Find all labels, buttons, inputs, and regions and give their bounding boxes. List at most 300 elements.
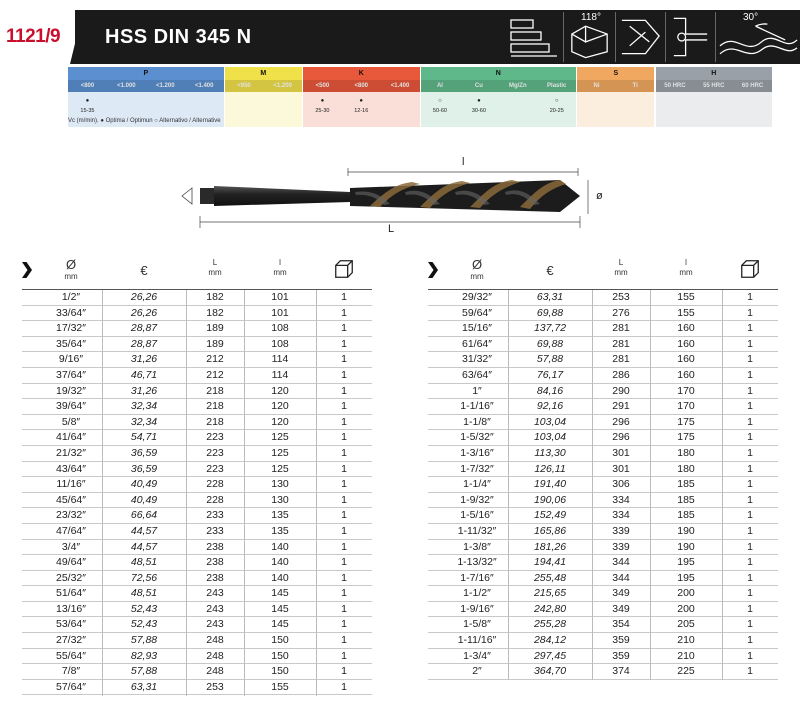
diameter-cell: 49/64″ (56, 556, 86, 569)
material-subgroup-label: <1.400 (194, 83, 214, 89)
total-length-cell: 306 (612, 478, 630, 491)
flute-length-cell: 150 (271, 634, 289, 647)
total-length-cell: 339 (612, 540, 630, 553)
pack-qty-cell: 1 (341, 602, 347, 615)
total-length-cell: 248 (206, 649, 224, 662)
table-row (22, 633, 372, 649)
header-pack-qty (316, 252, 372, 289)
table-row (22, 477, 372, 493)
total-length-cell: 228 (206, 493, 224, 506)
header-price: € (546, 263, 554, 278)
table-row (428, 508, 778, 524)
drill-illustration (180, 152, 620, 242)
material-subgroup-label: <500 (315, 83, 330, 89)
material-cell (381, 92, 420, 127)
suitability-symbol: ● (320, 98, 325, 104)
table-row (22, 680, 372, 696)
pack-qty-cell: 1 (747, 509, 753, 522)
diameter-cell: 45/64″ (56, 493, 86, 506)
pack-qty-cell: 1 (747, 306, 753, 319)
total-length-cell: 238 (206, 571, 224, 584)
diameter-cell: 5/8″ (61, 415, 81, 428)
diameter-cell: 9/16″ (58, 353, 84, 366)
diameter-cell: 27/32″ (56, 634, 86, 647)
total-length-cell: 233 (206, 524, 224, 537)
total-length-cell: 223 (206, 431, 224, 444)
price-cell: 54,71 (130, 431, 158, 444)
pack-qty-cell: 1 (341, 680, 347, 693)
flute-length-cell: 150 (271, 665, 289, 678)
table-body (428, 290, 778, 680)
table-row (22, 384, 372, 400)
material-group-name: M (225, 67, 302, 80)
material-subgroup-label: <1.200 (156, 83, 175, 89)
material-subgroup-label: Plastic (547, 83, 567, 89)
material-subgroup-label: 60 HRC (741, 83, 764, 89)
total-length-cell: 182 (206, 306, 224, 319)
table-row (428, 399, 778, 415)
diameter-cell: 47/64″ (56, 524, 86, 537)
diameter-cell: 53/64″ (56, 618, 86, 631)
price-cell: 137,72 (533, 322, 567, 335)
price-cell: 63,31 (536, 291, 564, 303)
header-diameter: Ø mm (470, 257, 484, 281)
diameter-cell: 59/64″ (462, 306, 492, 319)
suitability-symbol (616, 98, 655, 106)
diameter-label: ø (596, 190, 603, 202)
table-row (22, 462, 372, 478)
drill-drawing (180, 152, 620, 242)
diameter-cell: 33/64″ (56, 306, 86, 319)
material-subgroup-label: Mg/Zn (508, 83, 527, 89)
total-length-cell: 189 (206, 322, 224, 335)
table-row (428, 555, 778, 571)
diameter-cell: 41/64″ (56, 431, 86, 444)
column-separator (244, 290, 245, 696)
price-cell: 44,57 (130, 540, 158, 553)
column-separator (316, 290, 317, 696)
price-cell: 84,16 (536, 384, 564, 397)
cutting-speed-range: 50-60 (432, 108, 447, 114)
material-cells-row (656, 92, 773, 127)
pack-qty-cell: 1 (747, 556, 753, 569)
material-group-name: H (656, 67, 773, 80)
price-cell: 32,34 (130, 400, 158, 413)
cutting-speed-range: 20-25 (549, 108, 564, 114)
pack-qty-cell: 1 (747, 649, 753, 662)
total-length-cell: 281 (612, 353, 630, 366)
material-cell (616, 92, 655, 127)
material-cell (303, 92, 342, 127)
pack-qty-cell: 1 (341, 291, 347, 303)
table-row (428, 290, 778, 306)
table-row (428, 524, 778, 540)
pack-qty-cell: 1 (747, 540, 753, 553)
diameter-cell: 1-7/32″ (460, 462, 494, 475)
flute-length-cell: 125 (271, 431, 289, 444)
pack-qty-cell: 1 (747, 446, 753, 459)
cylindrical-shank-icon (665, 12, 715, 62)
suitability-symbol: ● (85, 98, 90, 104)
suitability-symbol (498, 98, 537, 106)
diameter-cell: 57/64″ (56, 680, 86, 693)
total-length-cell: 296 (612, 431, 630, 444)
diameter-cell: 1-3/4″ (463, 649, 491, 662)
price-cell: 190,06 (533, 493, 567, 506)
cutting-speed-range: 15-35 (80, 108, 95, 114)
flute-length-cell: 175 (677, 415, 695, 428)
diameter-cell: 1-9/16″ (460, 602, 494, 615)
flute-length-cell: 130 (271, 478, 289, 491)
flute-length-cell: 155 (677, 291, 695, 303)
table-row (22, 602, 372, 618)
table-row (428, 462, 778, 478)
total-length-cell: 286 (612, 368, 630, 381)
cutting-speed-range: 25-30 (315, 108, 330, 114)
flute-length-cell: 108 (271, 322, 289, 335)
diameter-cell: 1-3/16″ (460, 446, 494, 459)
pack-qty-cell: 1 (341, 540, 347, 553)
diameter-cell: 1-5/8″ (463, 618, 491, 631)
pack-qty-cell: 1 (341, 322, 347, 335)
total-length-cell: 223 (206, 462, 224, 475)
price-cell: 57,88 (130, 634, 158, 647)
material-subgroup-row (577, 80, 654, 92)
flute-length-cell: 180 (677, 446, 695, 459)
diameter-cell: 13/16″ (56, 602, 86, 615)
material-cell (225, 92, 264, 127)
pack-qty-cell: 1 (747, 368, 753, 381)
total-length-label: L (388, 223, 395, 235)
material-subgroup-label: 55 HRC (703, 83, 725, 89)
suitability-symbol (225, 98, 264, 106)
price-cell: 255,48 (533, 571, 567, 584)
table-row (428, 321, 778, 337)
material-subgroup-row (656, 80, 773, 92)
flute-length-cell: 108 (271, 337, 289, 350)
flute-length-cell: 170 (677, 384, 695, 397)
material-subgroup-row (225, 80, 302, 92)
total-length-cell: 248 (206, 634, 224, 647)
table-row (22, 586, 372, 602)
material-cell (694, 92, 733, 127)
price-cell: 92,16 (536, 400, 564, 413)
flute-length-cell: 150 (271, 649, 289, 662)
pack-qty-cell: 1 (747, 618, 753, 631)
price-cell: 26,26 (130, 291, 158, 303)
product-code: 1121/9 (0, 10, 75, 64)
table-row (22, 352, 372, 368)
total-length-cell: 359 (612, 649, 630, 662)
price-cell: 32,34 (130, 415, 158, 428)
total-length-cell: 182 (206, 291, 224, 303)
flute-length-cell: 185 (677, 493, 695, 506)
price-cell: 76,17 (536, 368, 564, 381)
pack-qty-cell: 1 (341, 649, 347, 662)
suitability-symbol (185, 98, 224, 106)
table-row (428, 477, 778, 493)
table-row (22, 399, 372, 415)
diameter-cell: 31/32″ (462, 353, 492, 366)
flute-length-cell: 145 (271, 602, 289, 615)
header-flute-length: l mm (679, 258, 693, 277)
flute-length-cell: 210 (677, 649, 695, 662)
price-cell: 44,57 (130, 524, 158, 537)
material-cell (537, 92, 576, 127)
header-total-length: L mm (208, 258, 222, 277)
table-row (22, 290, 372, 306)
flute-length-cell: 160 (677, 368, 695, 381)
price-cell: 66,64 (130, 509, 158, 522)
pack-qty-cell: 1 (341, 446, 347, 459)
total-length-cell: 301 (612, 462, 630, 475)
pack-qty-cell: 1 (341, 571, 347, 584)
flute-length-cell: 120 (271, 384, 289, 397)
material-cell (656, 92, 695, 127)
table-row (428, 540, 778, 556)
point-angle-label: 118° (581, 12, 601, 23)
suitability-symbol (656, 98, 695, 106)
diameter-cell: 63/64″ (462, 368, 492, 381)
header-diameter: Ø mm (64, 257, 78, 281)
flute-length-cell: 114 (271, 353, 289, 366)
price-cell: 126,11 (534, 462, 566, 475)
catalog-header (0, 10, 800, 64)
pack-qty-cell: 1 (341, 524, 347, 537)
total-length-cell: 334 (612, 493, 630, 506)
total-length-cell: 339 (612, 524, 630, 537)
flute-length-cell: 114 (271, 368, 289, 381)
flute-length-cell: 135 (271, 509, 289, 522)
flute-length-cell: 175 (677, 431, 695, 444)
flute-length-cell: 101 (271, 291, 289, 303)
box-icon (333, 258, 355, 280)
header-pack-qty (722, 252, 778, 289)
suitability-symbol: ○ (438, 98, 442, 104)
table-row (22, 415, 372, 431)
flute-length-cell: 200 (677, 587, 695, 600)
flute-length-cell: 140 (271, 556, 289, 569)
table-header (22, 252, 372, 290)
total-length-cell: 276 (612, 306, 630, 319)
pack-qty-cell: 1 (747, 322, 753, 335)
flute-length-cell: 101 (271, 306, 289, 319)
price-cell: 255,28 (533, 618, 567, 631)
material-cell (421, 92, 460, 127)
taper-shank-icon (507, 12, 563, 62)
price-cell: 46,71 (130, 368, 158, 381)
material-subgroup-label: <1.400 (390, 83, 410, 89)
cutting-speed-legend: Vc (m/min). ● Optima / Optimun ○ Alternativo / Alternative (68, 118, 221, 124)
material-cell (733, 92, 772, 127)
flute-length-cell: 120 (271, 415, 289, 428)
column-separator (592, 290, 593, 680)
price-cell: 57,88 (130, 665, 158, 678)
total-length-cell: 253 (206, 680, 224, 693)
diameter-cell: 1-11/16″ (457, 634, 497, 647)
flute-length-cell: 190 (677, 524, 695, 537)
total-length-cell: 212 (206, 353, 224, 366)
material-group-m (225, 67, 302, 127)
pack-qty-cell: 1 (747, 431, 753, 444)
suitability-symbol (694, 98, 733, 106)
diameter-cell: 1-1/16″ (460, 400, 494, 413)
price-cell: 36,59 (130, 446, 158, 459)
table-row (428, 633, 778, 649)
price-cell: 31,26 (130, 353, 158, 366)
pack-qty-cell: 1 (747, 634, 753, 647)
feature-icon-strip (507, 10, 800, 64)
pack-qty-cell: 1 (341, 634, 347, 647)
price-cell: 103,04 (533, 415, 567, 428)
diameter-cell: 1-1/4″ (463, 478, 491, 491)
price-cell: 181,26 (533, 540, 567, 553)
pack-qty-cell: 1 (747, 291, 753, 303)
suitability-symbol (263, 98, 302, 106)
price-cell: 57,88 (536, 353, 564, 366)
material-group-name: S (577, 67, 654, 80)
pack-qty-cell: 1 (747, 462, 753, 475)
diameter-cell: 23/32″ (56, 509, 86, 522)
price-cell: 69,88 (536, 306, 564, 319)
pack-qty-cell: 1 (341, 368, 347, 381)
material-cells-row (577, 92, 654, 127)
pack-qty-cell: 1 (341, 431, 347, 444)
flute-length-cell: 185 (677, 509, 695, 522)
product-title: HSS DIN 345 N (105, 26, 252, 48)
table-row (22, 368, 372, 384)
material-subgroup-label: <950 (237, 83, 251, 89)
table-row (428, 384, 778, 400)
column-separator (186, 290, 187, 696)
price-cell: 194,41 (533, 556, 567, 569)
diameter-cell: 1-3/8″ (463, 540, 491, 553)
table-row (428, 415, 778, 431)
price-cell: 284,12 (533, 634, 567, 647)
suitability-symbol (577, 98, 616, 106)
material-subgroup-label: Al (436, 83, 443, 89)
title-bar (75, 10, 507, 64)
table-row (428, 649, 778, 665)
material-group-s (577, 67, 654, 127)
material-cells-row (421, 92, 577, 127)
total-length-cell: 349 (612, 602, 630, 615)
total-length-cell: 334 (612, 509, 630, 522)
suitability-symbol: ○ (554, 98, 559, 104)
diameter-cell: 2″ (472, 665, 482, 678)
material-subgroup-label: <1.200 (273, 83, 292, 89)
table-row (22, 508, 372, 524)
diameter-cell: 35/64″ (56, 337, 86, 350)
column-separator (650, 290, 651, 680)
material-subgroup-row (421, 80, 577, 92)
size-table-left (22, 252, 372, 695)
pack-qty-cell: 1 (341, 337, 347, 350)
price-cell: 26,26 (130, 306, 158, 319)
material-subgroup-label: 50 HRC (664, 83, 686, 89)
material-cell (577, 92, 616, 127)
price-cell: 63,31 (130, 680, 158, 693)
flute-length-cell: 195 (677, 556, 695, 569)
total-length-cell: 281 (612, 322, 630, 335)
diameter-cell: 1-13/32″ (457, 556, 497, 569)
total-length-cell: 359 (612, 634, 630, 647)
material-group-n (421, 67, 577, 127)
pack-qty-cell: 1 (341, 462, 347, 475)
total-length-cell: 218 (206, 384, 224, 397)
price-cell: 48,51 (130, 587, 158, 600)
pack-qty-cell: 1 (341, 587, 347, 600)
header-total-length: L mm (614, 258, 628, 277)
table-row (428, 430, 778, 446)
table-row (22, 493, 372, 509)
suitability-symbol (733, 98, 772, 106)
diameter-cell: 1-11/32″ (457, 524, 497, 537)
table-row (428, 602, 778, 618)
price-cell: 82,93 (130, 649, 158, 662)
column-separator (722, 290, 723, 680)
diameter-cell: 1-1/8″ (463, 415, 491, 428)
flute-length-cell: 195 (677, 571, 695, 584)
flute-length-cell: 180 (677, 462, 695, 475)
flute-length-cell: 200 (677, 602, 695, 615)
total-length-cell: 238 (206, 556, 224, 569)
price-cell: 297,45 (533, 649, 567, 662)
material-cell (342, 92, 381, 127)
price-cell: 36,59 (130, 462, 158, 475)
flute-length-cell: 130 (271, 493, 289, 506)
pack-qty-cell: 1 (747, 415, 753, 428)
total-length-cell: 349 (612, 587, 630, 600)
flute-length-cell: 125 (271, 446, 289, 459)
total-length-cell: 238 (206, 540, 224, 553)
diameter-cell: 21/32″ (56, 446, 86, 459)
total-length-cell: 290 (612, 384, 630, 397)
total-length-cell: 248 (206, 665, 224, 678)
diameter-cell: 17/32″ (56, 322, 86, 335)
column-separator (102, 290, 103, 696)
diameter-cell: 15/16″ (462, 322, 492, 335)
pack-qty-cell: 1 (341, 618, 347, 631)
material-group-name: N (421, 67, 577, 80)
pack-qty-cell: 1 (341, 665, 347, 678)
total-length-cell: 296 (612, 415, 630, 428)
suitability-symbol: ● (359, 98, 364, 104)
flute-length-cell: 135 (271, 524, 289, 537)
table-row (428, 586, 778, 602)
price-cell: 364,70 (533, 665, 567, 678)
diameter-cell: 61/64″ (462, 337, 492, 350)
flute-length-cell: 190 (677, 540, 695, 553)
pack-qty-cell: 1 (341, 509, 347, 522)
table-row (22, 337, 372, 353)
total-length-cell: 354 (612, 618, 630, 631)
material-subgroup-label: Ni (593, 83, 600, 89)
flute-length-cell: 210 (677, 634, 695, 647)
flute-length-cell: 185 (677, 478, 695, 491)
material-group-name: P (68, 67, 224, 80)
material-group-name: K (303, 67, 420, 80)
table-row (22, 649, 372, 665)
box-icon (739, 258, 761, 280)
price-cell: 40,49 (130, 478, 158, 491)
pack-qty-cell: 1 (747, 478, 753, 491)
table-row (428, 306, 778, 322)
material-cell (263, 92, 302, 127)
material-subgroup-label: Cu (474, 83, 483, 89)
total-length-cell: 233 (206, 509, 224, 522)
pack-qty-cell: 1 (747, 665, 753, 678)
